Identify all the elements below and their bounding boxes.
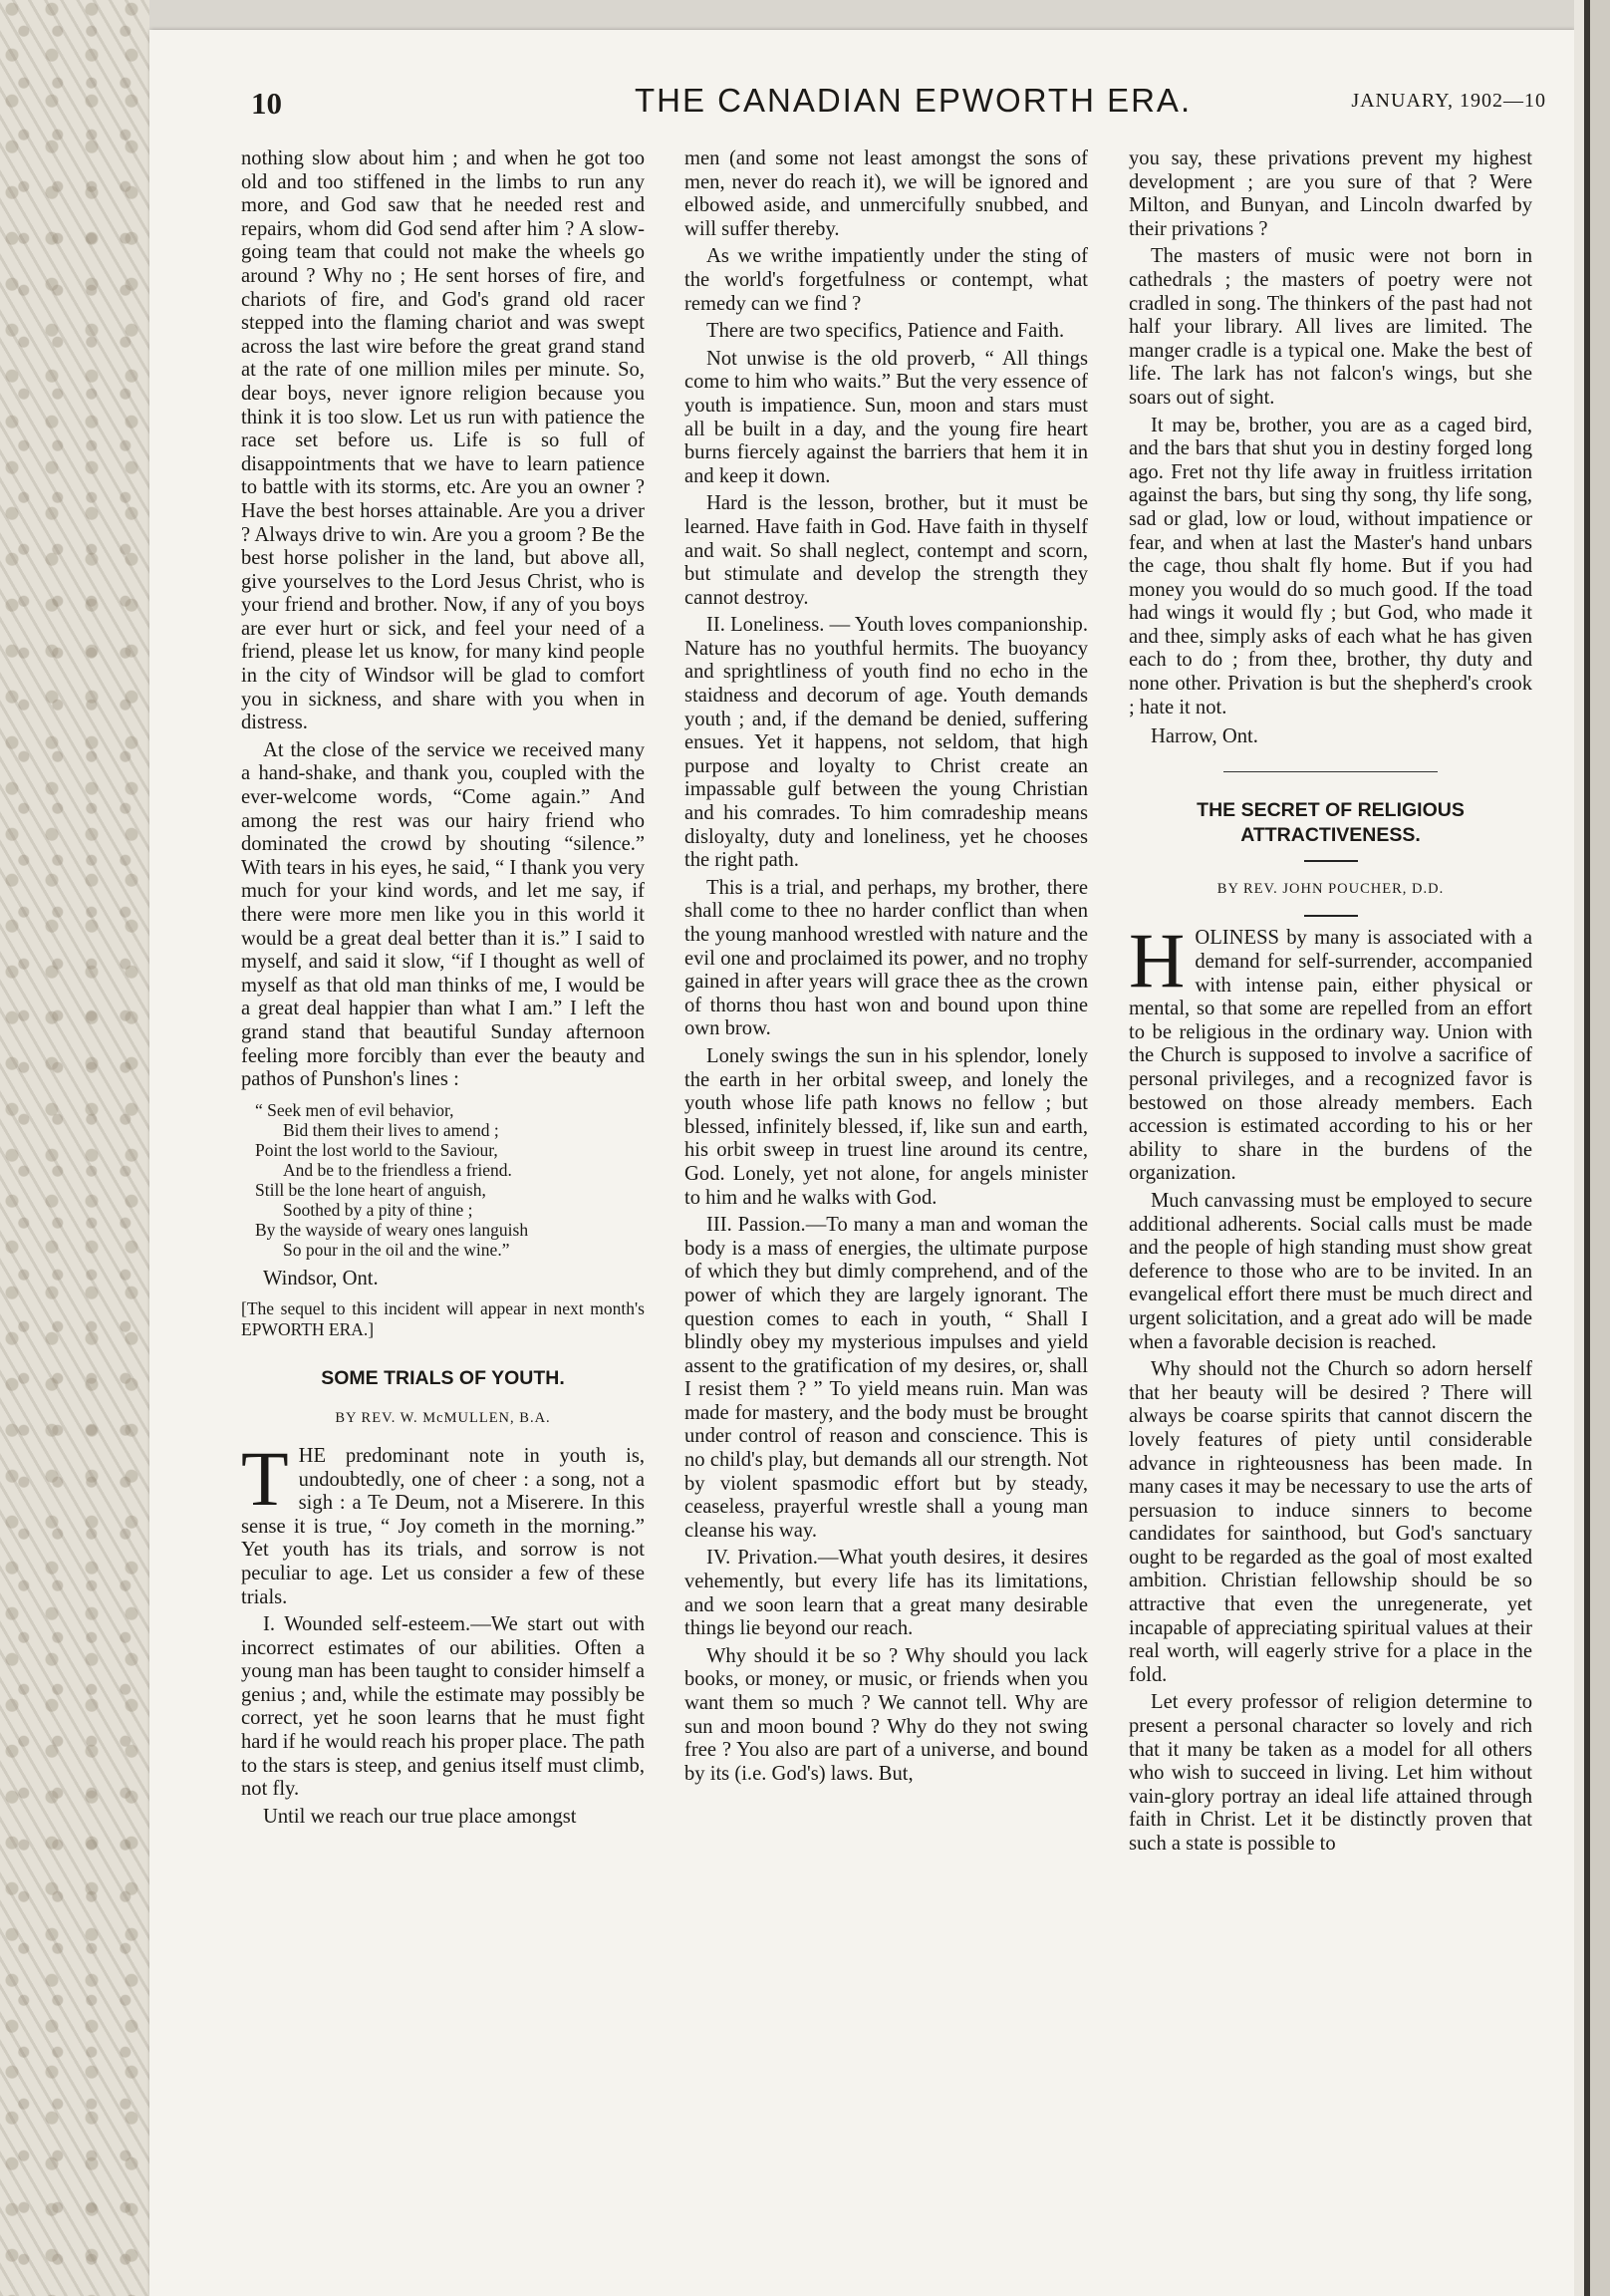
opening-paragraph: [1129, 917, 1532, 1186]
paragraph: II. Loneliness. — Youth loves companionship. Nature has no youthful hermits. The buoyancy and sprightliness of youth find no echo in the staidness and decorum of age. Youth demands youth ; and, if the demand be denied, suffering ensues. Yet it happens, not seldom, that high purpose and loyalty to Christ create an impassable gulf between the young Christian and his comrades. To him comradeship means disloyalty, duty and loneliness, yet he chooses the right path.: [684, 614, 1088, 872]
byline: BY REV. W. McMULLEN, B.A.: [335, 1410, 551, 1427]
paragraph: Much canvassing must be employed to secure additional adherents. Social calls must be made and the people of high standing must show great deference to those who are to be invited. In an evangelical effort there must be much direct and urgent solicitation, and a great ado will be made when a favorable decision is reached.: [1129, 1189, 1532, 1353]
paragraph: Not unwise is the old proverb, “ All things come to him who waits.” But the very essence of youth is impatience. Sun, moon and stars must all be built in a day, and the young fire heart burns fiercely against the barriers that hem it in and keep it down.: [684, 347, 1088, 487]
dateline-place: Harrow, Ont.: [1151, 725, 1258, 748]
poem-quote: [255, 1100, 645, 1260]
title-rule: [1304, 860, 1358, 862]
paragraph: Until we reach our true place amongst: [263, 1805, 577, 1828]
paragraph: As we writhe impatiently under the sting of the world's forgetfulness or contempt, what remedy can we find ?: [684, 245, 1088, 315]
column-2: [684, 147, 1088, 1790]
column-3: [1129, 147, 1532, 1861]
paragraph: I. Wounded self-esteem.—We start out with incorrect estimates of our abilities. Often a young man has been taught to consider himself a genius ; and, while the estimate may possibly be correct, yet he soon learns that he must fight hard if he would reach his proper place. The path to the stars is steep, and genius itself must climb, not fly.: [241, 1613, 645, 1801]
book-binding-edge: [0, 0, 149, 2296]
column-1: [241, 147, 645, 1833]
poem-line: Still be the lone heart of anguish,: [255, 1179, 486, 1200]
paragraph: men (and some not least amongst the sons of men, never do reach it), we will be ignored and elbowed aside, and unmercifully snubbed, and will suffer thereby.: [684, 147, 1088, 240]
paragraph: Why should not the Church so adorn herself that her beauty will be desired ? There will always be coarse spirits that cannot discern the lovely features of piety until considerable advance in righteousness has been made. In many cases it may be necessary to use the arts of persuasion to induce sinners to become candidates for sainthood, but God's sanctuary ought to be regarded as the goal of most exalted ambition. Christian fellowship should be so attractive that even the unregenerate, yet incapable of appreciating spiritual values at their real worth, will eagerly strive for a place in the fold.: [1129, 1358, 1532, 1686]
poem-line: Bid them their lives to amend ;: [283, 1119, 499, 1140]
paragraph: III. Passion.—To many a man and woman the body is a mass of energies, the ultimate purpose of which they but dimly comprehend, and of the power of which they are largely ignorant. The question comes to each in youth, “ Shall I blindly obey my mysterious impulses and yield assent to the gratification of my desires, or, shall I resist them ? ” To yield means ruin. Man was made for mastery, and the body must be brought under control of reason and conscience. This is no child's play, but demands all our strength. Not by violent spasmodic effort but by steady, ceaseless, prayerful wrestle shall a young man cleanse his way.: [684, 1214, 1088, 1542]
poem-line: So pour in the oil and the wine.”: [283, 1239, 510, 1260]
byline: BY REV. JOHN POUCHER, D.D.: [1216, 880, 1445, 897]
paragraph: Lonely swings the sun in his splendor, lonely the earth in her orbital sweep, and lonely the youth whose life path knows no fellow ; but blessed, infinitely blessed, if, like sun and earth, his orbit sweep in truest line around its centre, God. Lonely, yet not alone, for angels minister to him and he walks with God.: [684, 1044, 1088, 1209]
byline-rule: [1304, 915, 1358, 917]
paragraph: Why should it be so ? Why should you lack books, or money, or music, or friends when you want them so much ? We cannot tell. Why are sun and moon bound ? Why do they not swing free ? You also are part of a universe, and bound by its (i.e. God's) laws. But,: [684, 1644, 1088, 1785]
paragraph: nothing slow about him ; and when he got too old and too stiffened in the limbs to run any more, and God saw that he needed rest and repairs, whom did God send after him ? A slow-going team that could not make the wheels go around ? Why no ; He sent horses of fire, and chariots of fire, and God's grand old racer stepped into the flaming chariot and was swept across the last wire before the great grand stand at the rate of one million miles per minute. So, dear boys, never ignore religion because you think it is too slow. Let us run with patience the race set before us. Life is so full of disappointments that we have to learn patience to battle with its storms, etc. Are you an owner ? Have the best horses attainable. Are you a driver ? Always drive to win. Are you a groom ? Be the best horse polisher in the land, but above all, give yourselves to the Lord Jesus Christ, who is your friend and brother. Now, if any of you boys are ever hurt or sick, and feel your need of a friend, please let us know, for many kind people in the city of Windsor will be glad to comfort you in sickness, and share with you when in distress.: [241, 147, 645, 734]
article-title: SOME TRIALS OF YOUTH.: [321, 1367, 565, 1390]
page-header: [251, 78, 1546, 128]
masthead-title: THE CANADIAN EPWORTH ERA.: [635, 82, 1193, 119]
paragraph-text: HE predominant note in youth is, undoubtedly, one of cheer : a song, not a sigh : a Te Deum, not a Miserere. In this sense it is true, “ Joy cometh in the morning.” Yet youth has its trials, and sorrow is not peculiar to age. Let us consider a few of these trials.: [241, 1444, 645, 1608]
paragraph-text: OLINESS by many is associated with a demand for self-surrender, accompanied with intense pain, either physical or mental, so that some are repelled from an effort to be religious in the ordinary way. Union with the Church is supposed to involve a sacrifice of personal privileges, and a recognized favor is bestowed on those already members. Each accession is estimated according to his or her ability to share in the burdens of the organization.: [1129, 927, 1532, 1185]
dateline-place: Windsor, Ont.: [263, 1267, 379, 1290]
paragraph: IV. Privation.—What youth desires, it desires vehemently, but every life has its limitations, and we soon learn that a great many desirable things lie beyond our reach.: [684, 1547, 1088, 1640]
drop-cap: H: [1129, 917, 1186, 1004]
paragraph: There are two specifics, Patience and Faith.: [706, 320, 1065, 343]
page-number: 10: [251, 86, 282, 121]
poem-line: Soothed by a pity of thine ;: [283, 1199, 473, 1220]
article-title: THE SECRET OF RELIGIOUS ATTRACTIVENESS.: [1197, 798, 1465, 846]
paragraph: This is a trial, and perhaps, my brother, there shall come to thee no harder conflict than when the young manhood wrestled with nature and the evil one and proclaimed its power, and no trophy gained in after years will grace thee as the crown of thorns thou hast won and bound upon thine own brow.: [684, 876, 1088, 1040]
poem-line: And be to the friendless a friend.: [283, 1159, 512, 1180]
paragraph: Hard is the lesson, brother, but it must be learned. Have faith in God. Have faith in thyself and wait. So shall neglect, contempt and scorn, but stimulate and develop the strength they cannot destroy.: [684, 492, 1088, 609]
paragraph: Let every professor of religion determine to present a personal character so lovely and rich that it many be taken as a model for all others who wish to succeed in living. Let him without vain-glory portray an ideal life attained through faith in Christ. Let it be distinctly proven that such a state is possible to: [1129, 1691, 1532, 1855]
drop-cap: T: [241, 1434, 289, 1522]
paragraph: At the close of the service we received many a hand-shake, and thank you, coupled with the ever-welcome words, “Come again.” And among the rest was our hairy friend who dominated the crowd by shouting “silence.” With tears in his eyes, he said, “ I thank you very much for your kind words, and let me say, if there were more men like you in this world it would be a great deal better than it is.” I said to myself, and said it slow, “if I thought as well of myself as that old man thinks of me, I would be a great deal happier than what I am.” I left the grand stand that beautiful Sunday afternoon feeling more forcibly than ever the beauty and pathos of Punshon's lines :: [241, 738, 645, 1091]
poem-line: “ Seek men of evil behavior,: [255, 1099, 454, 1120]
editor-note: [The sequel to this incident will appear in next month's EPWORTH ERA.]: [241, 1298, 645, 1340]
poem-line: Point the lost world to the Saviour,: [255, 1139, 498, 1160]
paragraph: It may be, brother, you are as a caged bird, and the bars that shut you in destiny forged long ago. Fret not thy life away in fruitless irritation against the bars, but sing thy song, thy life song, sad or glad, low or loud, without impatience or fear, and when at last the Master's hand unbars the cage, thou shalt fly home. But if you had money you would do so much good. If the toad had wings it would fly ; but God, who made it and thee, simply asks of each what he has given each to do ; from thee, brother, thy duty and none other. Privation is but the shepherd's crook ; hate it not.: [1129, 414, 1532, 718]
opening-paragraph: [241, 1434, 645, 1609]
scanner-edge: [1574, 0, 1610, 2296]
section-divider: [1223, 771, 1438, 772]
paragraph: The masters of music were not born in cathedrals ; the masters of poetry were not cradled in song. The thinkers of the past had not half your library. All lives are limited. The manger cradle is a typical one. Make the best of life. The lark has not falcon's wings, but she soars out of sight.: [1129, 245, 1532, 409]
paragraph: you say, these privations prevent my highest development ; are you sure of that ? Were Milton, and Bunyan, and Lincoln dwarfed by their privations ?: [1129, 147, 1532, 240]
issue-date: JANUARY, 1902—10: [1351, 90, 1546, 112]
poem-line: By the wayside of weary ones languish: [255, 1219, 529, 1240]
